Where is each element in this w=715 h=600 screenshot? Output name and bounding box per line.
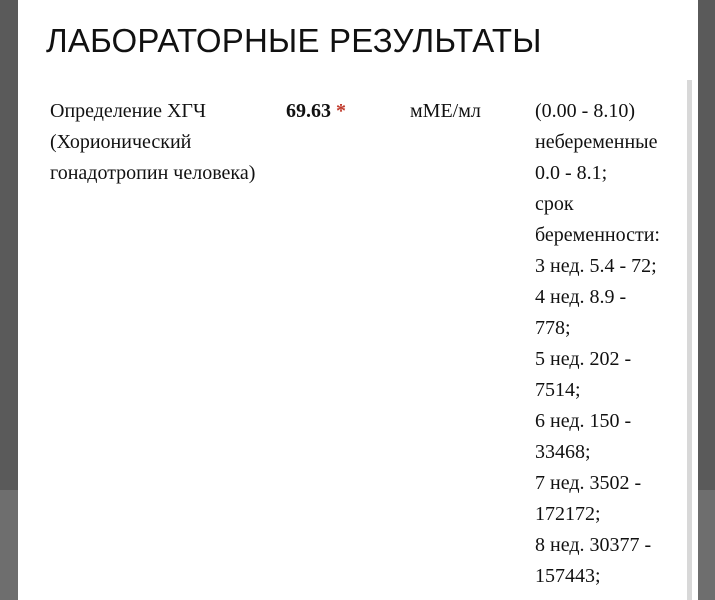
reference-line: 3 нед. 5.4 - 72;	[535, 255, 657, 277]
reference-line: небеременные	[535, 131, 658, 153]
test-name-line: Определение ХГЧ	[50, 100, 206, 122]
background-card-right	[697, 490, 715, 600]
page-title: ЛАБОРАТОРНЫЕ РЕЗУЛЬТАТЫ	[46, 22, 542, 59]
test-name	[50, 96, 280, 189]
reference-line: беременности:	[535, 224, 660, 246]
result-value: 69.63	[286, 100, 331, 122]
reference-line: 6 нед. 150 -	[535, 410, 632, 432]
reference-range	[535, 96, 675, 592]
scrollbar[interactable]	[687, 80, 692, 600]
result-value-cell	[286, 96, 346, 127]
reference-line: срок	[535, 193, 574, 215]
reference-line: 778;	[535, 317, 571, 339]
reference-line: 157443;	[535, 565, 601, 587]
reference-line: 7 нед. 3502 -	[535, 472, 642, 494]
reference-line: 0.0 - 8.1;	[535, 162, 608, 184]
reference-line: 33468;	[535, 441, 591, 463]
background-card-left	[0, 490, 18, 600]
reference-line: 7514;	[535, 379, 581, 401]
reference-line: 8 нед. 30377 -	[535, 534, 652, 556]
test-name-line: (Хорионический	[50, 131, 192, 153]
result-unit: мМЕ/мл	[410, 100, 481, 122]
reference-line: (0.00 - 8.10)	[535, 100, 635, 122]
test-name-line: гонадотропин человека)	[50, 162, 256, 184]
reference-line: 172172;	[535, 503, 601, 525]
abnormal-flag: *	[336, 100, 346, 122]
reference-line: 4 нед. 8.9 -	[535, 286, 627, 308]
reference-line: 5 нед. 202 -	[535, 348, 632, 370]
lab-results-sheet	[18, 0, 698, 600]
